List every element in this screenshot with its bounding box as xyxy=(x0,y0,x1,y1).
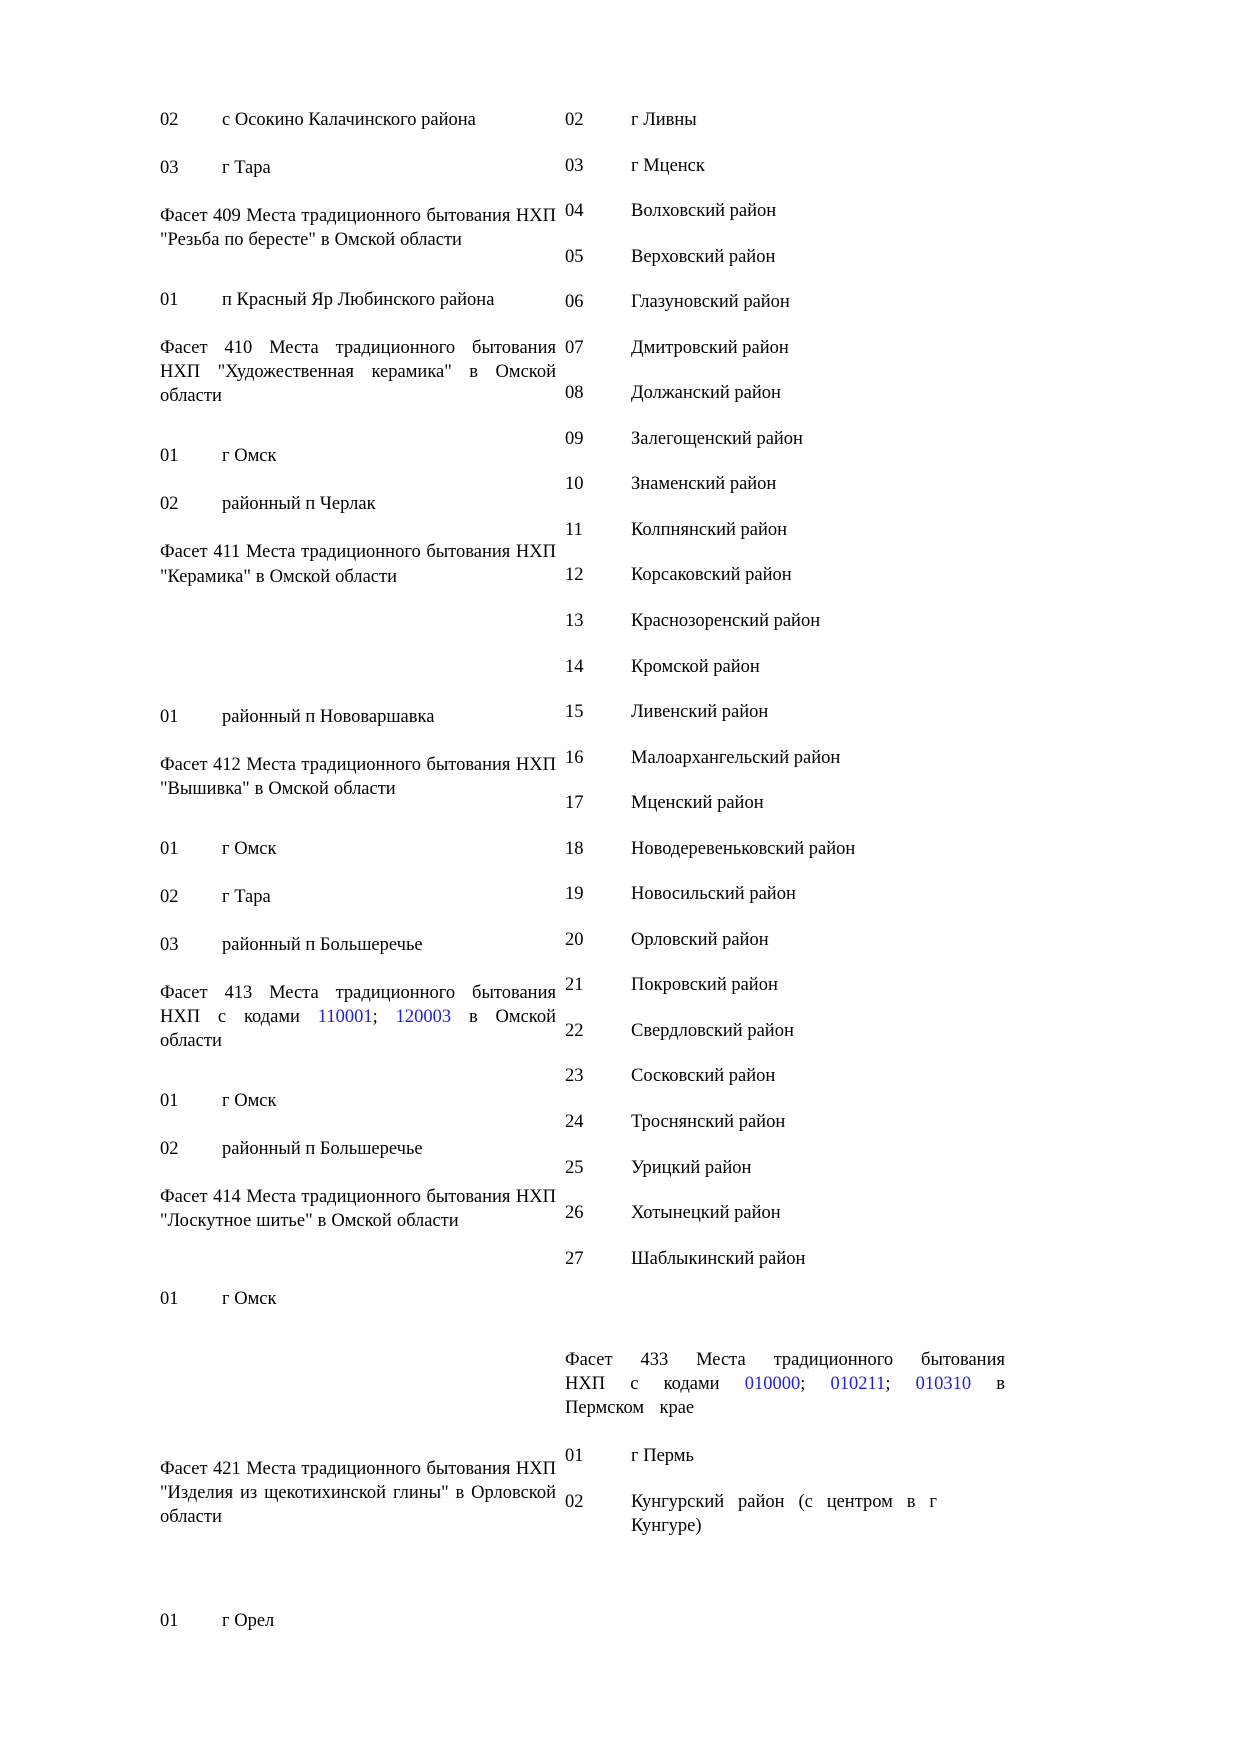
list-item xyxy=(565,427,1005,451)
entry-name: Кунгурский район (с центром в г Кунгуре) xyxy=(631,1491,937,1536)
list-item xyxy=(565,928,1005,952)
facet-heading-421: Фасет 421 Места традиционного бытования НХП "Изделия из щекотихинской глины" в Орловской области xyxy=(160,1459,556,1528)
facet-413-text-2: в Омской области xyxy=(160,1006,556,1051)
spacer xyxy=(160,613,556,705)
entry-code: 01 xyxy=(160,1090,179,1111)
entry-code: 09 xyxy=(565,428,584,449)
list-item xyxy=(565,518,1005,542)
facet-heading-414: Фасет 414 Места традиционного бытования НХП "Лоскутное шитье" в Омской области xyxy=(160,1187,556,1232)
entry-name: г Омск xyxy=(222,1090,277,1111)
facet-433-text-2: в Пермском крае xyxy=(565,1374,1006,1419)
facet-heading-412: Фасет 412 Места традиционного бытования НХП "Вышивка" в Омской области xyxy=(160,754,556,799)
spacer xyxy=(160,276,556,288)
spacer xyxy=(160,1427,556,1457)
entry-name: г Тара xyxy=(222,158,271,179)
facet-413-text-1: Фасет 413 Места традиционного бытования НХП с кодами xyxy=(160,982,556,1027)
entry-code: 20 xyxy=(565,929,584,950)
entry-code: 11 xyxy=(565,519,583,540)
entry-code: 06 xyxy=(565,292,584,313)
list-item xyxy=(565,1019,1005,1043)
list-item xyxy=(565,973,1005,997)
entry-name: Свердловский район xyxy=(631,1020,794,1041)
spacer xyxy=(160,1335,556,1427)
list-item xyxy=(565,336,1005,360)
entry-code: 26 xyxy=(565,1203,584,1224)
list-item xyxy=(160,1089,556,1113)
list-item xyxy=(160,156,556,180)
entry-name: Мценский район xyxy=(631,793,764,814)
entry-name: г Орел xyxy=(222,1611,275,1632)
list-item xyxy=(160,492,556,516)
entry-code: 24 xyxy=(565,1112,584,1133)
entry-name: Глазуновский район xyxy=(631,292,790,313)
list-item xyxy=(160,705,556,729)
entry-code: 27 xyxy=(565,1248,584,1269)
spacer xyxy=(565,1292,1005,1348)
list-item xyxy=(565,746,1005,770)
entry-name: Троснянский район xyxy=(631,1112,786,1133)
list-item xyxy=(565,472,1005,496)
nhp-code-link-120003[interactable]: 120003 xyxy=(395,1006,452,1027)
entry-name: Урицкий район xyxy=(631,1157,752,1178)
entry-name: г Ливны xyxy=(631,110,697,130)
entry-code: 12 xyxy=(565,565,584,586)
entry-name: г Омск xyxy=(222,446,277,467)
facet-heading-411: Фасет 411 Места традиционного бытования НХП "Керамика" в Омской области xyxy=(160,542,556,587)
entry-name: Малоархангельский район xyxy=(631,747,841,768)
entry-name: г Омск xyxy=(222,1289,277,1310)
entry-code: 10 xyxy=(565,474,584,495)
entry-name: Шаблыкинский район xyxy=(631,1248,806,1269)
entry-code: 16 xyxy=(565,747,584,768)
nhp-code-link-010310[interactable]: 010310 xyxy=(915,1374,972,1395)
list-item xyxy=(160,288,556,312)
entry-code: 01 xyxy=(160,838,179,859)
entry-code: 25 xyxy=(565,1157,584,1178)
entry-code: 01 xyxy=(160,706,179,727)
entry-name: Залегощенский район xyxy=(631,428,803,449)
entry-name: Кромской район xyxy=(631,656,760,677)
entry-code: 01 xyxy=(565,1446,584,1467)
list-item xyxy=(565,1064,1005,1088)
entry-code: 01 xyxy=(160,446,179,467)
entry-name: районный п Черлак xyxy=(222,494,376,515)
entry-name: Верховский район xyxy=(631,246,776,267)
list-item xyxy=(160,1287,556,1311)
entry-code: 17 xyxy=(565,793,584,814)
entry-code: 02 xyxy=(160,1139,179,1160)
entry-code: 01 xyxy=(160,1611,179,1632)
spacer xyxy=(160,825,556,837)
list-item xyxy=(565,700,1005,724)
facet-heading-410: Фасет 410 Места традиционного бытования НХП "Художественная керамика" в Омской области xyxy=(160,338,556,407)
entry-code: 13 xyxy=(565,611,584,632)
entry-code: 22 xyxy=(565,1020,584,1041)
entry-name: Колпнянский район xyxy=(631,519,788,540)
entry-name: Покровский район xyxy=(631,975,778,996)
entry-code: 07 xyxy=(565,337,584,358)
entry-code: 08 xyxy=(565,383,584,404)
entry-code: 02 xyxy=(565,1491,584,1512)
entry-code: 23 xyxy=(565,1066,584,1087)
entry-code: 01 xyxy=(160,1289,179,1310)
entry-name: с Осокино Калачинского района xyxy=(222,110,476,130)
list-item xyxy=(565,791,1005,815)
entry-name: Новодеревеньковский район xyxy=(631,838,856,859)
list-item xyxy=(565,837,1005,861)
list-item xyxy=(160,444,556,468)
entry-name: районный п Нововаршавка xyxy=(222,706,435,727)
list-item xyxy=(565,245,1005,269)
entry-code: 02 xyxy=(160,886,179,907)
nhp-code-link-110001[interactable]: 110001 xyxy=(317,1006,373,1027)
list-item xyxy=(565,290,1005,314)
list-item xyxy=(565,1156,1005,1180)
right-column xyxy=(565,108,1005,1560)
facet-433-text-1: Фасет 433 Места традиционного бытования НХП с кодами xyxy=(565,1350,1005,1395)
entry-code: 02 xyxy=(565,110,584,130)
facet-413-separator-1: ; xyxy=(372,1006,396,1027)
entry-code: 18 xyxy=(565,838,584,859)
entry-code: 03 xyxy=(565,155,584,176)
list-item xyxy=(160,837,556,861)
entry-name: Новосильский район xyxy=(631,884,796,905)
entry-name: Корсаковский район xyxy=(631,565,792,586)
entry-name: Волховский район xyxy=(631,201,777,222)
entry-code: 19 xyxy=(565,884,584,905)
list-item xyxy=(565,1110,1005,1134)
list-item xyxy=(565,199,1005,223)
entry-name: Должанский район xyxy=(631,383,781,404)
entry-code: 03 xyxy=(160,934,179,955)
entry-code: 21 xyxy=(565,975,584,996)
entry-name: Ливенский район xyxy=(631,702,769,723)
entry-name: Дмитровский район xyxy=(631,337,789,358)
list-item xyxy=(565,1247,1005,1271)
entry-code: 15 xyxy=(565,702,584,723)
nhp-code-link-010211[interactable]: 010211 xyxy=(830,1374,886,1395)
entry-code: 01 xyxy=(160,290,179,311)
entry-name: г Пермь xyxy=(631,1446,694,1467)
list-item xyxy=(565,381,1005,405)
spacer xyxy=(160,1077,556,1089)
entry-name: Сосковский район xyxy=(631,1066,776,1087)
list-item xyxy=(565,655,1005,679)
list-item xyxy=(565,1201,1005,1225)
left-column xyxy=(160,108,556,1657)
entry-name: Краснозоренский район xyxy=(631,611,821,632)
entry-code: 14 xyxy=(565,656,584,677)
facet-heading-413 xyxy=(160,981,556,1053)
facet-heading-433 xyxy=(565,1348,1005,1420)
entry-code: 02 xyxy=(160,110,179,130)
entry-name: районный п Большеречье xyxy=(222,934,423,955)
entry-name: Орловский район xyxy=(631,929,769,950)
list-item xyxy=(565,1490,1005,1538)
entry-code: 02 xyxy=(160,494,179,515)
entry-name: п Красный Яр Любинского района xyxy=(222,290,495,311)
entry-name: Знаменский район xyxy=(631,474,777,495)
nhp-code-link-010000[interactable]: 010000 xyxy=(744,1374,801,1395)
spacer xyxy=(160,432,556,444)
entry-code: 04 xyxy=(565,201,584,222)
entry-name: Хотынецкий район xyxy=(631,1203,781,1224)
entry-name: г Омск xyxy=(222,838,277,859)
list-item xyxy=(160,1609,556,1633)
list-item xyxy=(160,933,556,957)
entry-code: 05 xyxy=(565,246,584,267)
entry-name: районный п Большеречье xyxy=(222,1139,423,1160)
facet-433-separator-1: ; xyxy=(800,1374,831,1395)
list-item xyxy=(160,885,556,909)
list-item xyxy=(565,1444,1005,1468)
list-item xyxy=(565,609,1005,633)
list-item xyxy=(565,563,1005,587)
facet-heading-409: Фасет 409 Места традиционного бытования НХП "Резьба по бересте" в Омской области xyxy=(160,206,556,251)
spacer xyxy=(160,1257,556,1287)
spacer xyxy=(160,1553,556,1609)
list-item xyxy=(565,108,1005,132)
entry-name: г Мценск xyxy=(631,155,705,176)
list-item xyxy=(160,108,556,132)
list-item xyxy=(565,154,1005,178)
entry-name: г Тара xyxy=(222,886,271,907)
list-item xyxy=(565,882,1005,906)
list-item xyxy=(160,1137,556,1161)
facet-433-separator-2: ; xyxy=(885,1374,916,1395)
entry-code: 03 xyxy=(160,158,179,179)
